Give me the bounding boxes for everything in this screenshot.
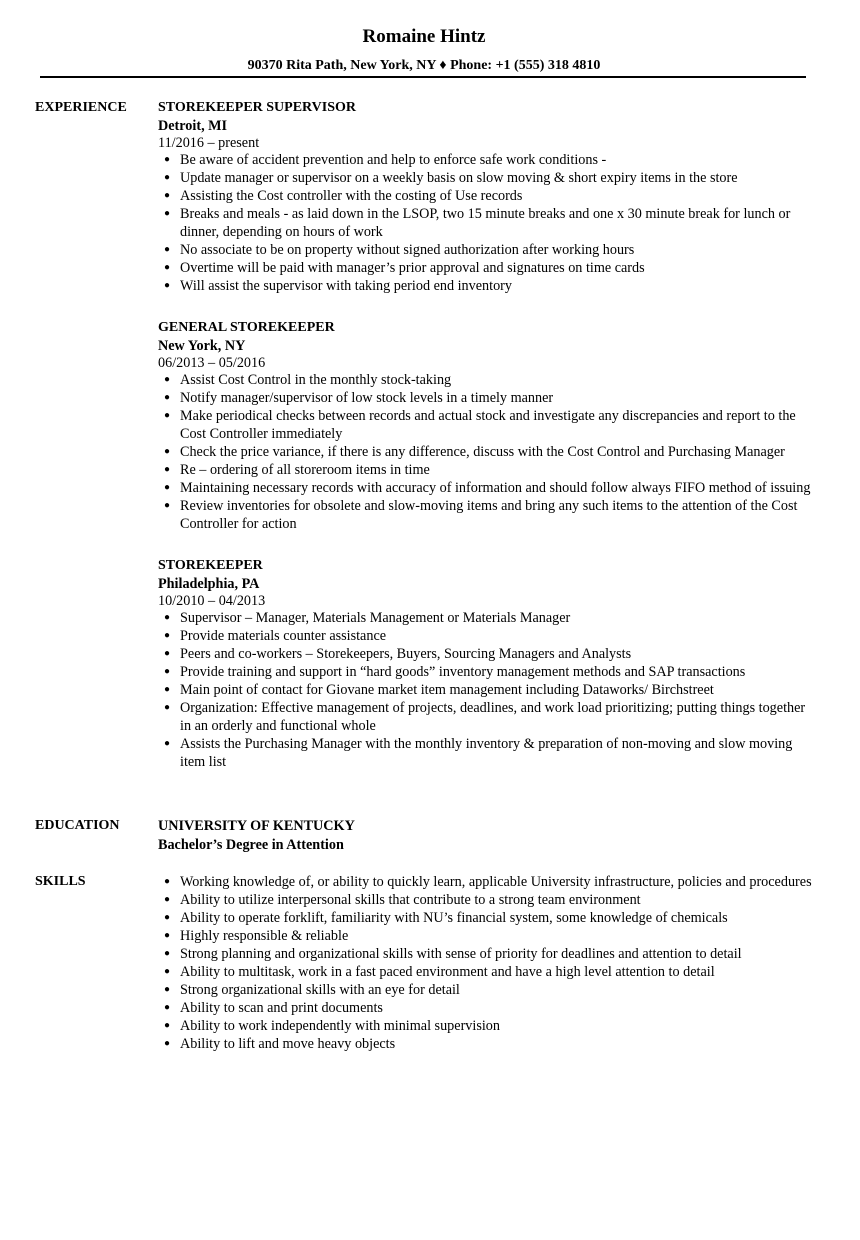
bullet-item: ● Re – ordering of all storeroom items in time — [164, 462, 430, 478]
bullet-item: ● Make periodical checks between records and actual stock and investigate any discrepancies and report to the Cost Controller immediately — [164, 408, 796, 442]
job-bullets — [158, 151, 818, 295]
bullet-icon: ● — [164, 648, 171, 659]
skill-item: ● Ability to lift and move heavy objects — [164, 1036, 396, 1052]
job-location: Detroit, MI — [158, 118, 228, 134]
bullet-item: ● Breaks and meals - as laid down in the LSOP, two 15 minute breaks and one x 30 minute break for lunch or dinner, depending on hours of work — [164, 206, 791, 240]
bullet-item: ● Assisting the Cost controller with the costing of Use records — [164, 188, 523, 204]
bullet-icon: ● — [164, 630, 171, 641]
job-dates: 11/2016 – present — [158, 135, 260, 151]
bullet-item: ● Review inventories for obsolete and slow-moving items and bring any such items to the attention of the Cost Controller for action — [164, 498, 798, 532]
bullet-icon: ● — [164, 1020, 171, 1031]
bullet-icon: ● — [164, 244, 171, 255]
skill-item: ● Strong planning and organizational skills with sense of priority for deadlines and attention to detail — [164, 946, 742, 962]
skill-item: ● Ability to work independently with minimal supervision — [164, 1018, 500, 1034]
bullet-item: ● Provide materials counter assistance — [164, 628, 387, 644]
job-dates: 06/2013 – 05/2016 — [158, 355, 266, 371]
bullet-item: ● Main point of contact for Giovane market item management including Dataworks/ Birchstreet — [164, 682, 714, 698]
skill-item: ● Highly responsible & reliable — [164, 928, 349, 944]
job-entry — [158, 99, 818, 295]
bullet-item: ● Maintaining necessary records with accuracy of information and should follow always FIFO method of issuing — [164, 480, 811, 496]
bullet-icon: ● — [164, 948, 171, 959]
skills-body — [158, 873, 818, 1053]
job-title: STOREKEEPER SUPERVISOR — [158, 100, 357, 115]
bullet-icon: ● — [164, 612, 171, 623]
section-title-skills: SKILLS — [35, 874, 86, 889]
bullet-icon: ● — [164, 374, 171, 385]
bullet-item: ● Assist Cost Control in the monthly stock-taking — [164, 372, 452, 388]
experience-body — [158, 99, 818, 795]
skill-item: ● Strong organizational skills with an eye for detail — [164, 982, 460, 998]
bullet-item: ● Supervisor – Manager, Materials Management or Materials Manager — [164, 610, 571, 626]
contact-line: 90370 Rita Path, New York, NY ♦ Phone: +1 (555) 318 4810 — [247, 58, 601, 73]
job-title: STOREKEEPER — [158, 558, 263, 573]
bullet-icon: ● — [164, 702, 171, 713]
bullet-icon: ● — [164, 208, 171, 219]
section-title-experience: EXPERIENCE — [35, 100, 127, 115]
job-location: Philadelphia, PA — [158, 576, 260, 592]
skill-item: ● Ability to operate forklift, familiarity with NU’s financial system, some knowledge of chemicals — [164, 910, 728, 926]
bullet-icon: ● — [164, 876, 171, 887]
bullet-icon: ● — [164, 1038, 171, 1049]
bullet-item: ● Overtime will be paid with manager’s prior approval and signatures on time cards — [164, 260, 645, 276]
skill-item: ● Ability to scan and print documents — [164, 1000, 383, 1016]
bullet-item: ● Peers and co-workers – Storekeepers, Buyers, Sourcing Managers and Analysts — [164, 646, 632, 662]
job-dates: 10/2010 – 04/2013 — [158, 593, 266, 609]
job-entry — [158, 557, 818, 771]
bullet-item: ● Be aware of accident prevention and help to enforce safe work conditions - — [164, 152, 607, 168]
job-bullets — [158, 371, 818, 533]
bullet-icon: ● — [164, 984, 171, 995]
bullet-item: ● No associate to be on property without signed authorization after working hours — [164, 242, 635, 258]
job-entry — [158, 319, 818, 533]
bullet-item: ● Update manager or supervisor on a weekly basis on slow moving & short expiry items in the store — [164, 170, 738, 186]
job-location: New York, NY — [158, 338, 246, 354]
bullet-item: ● Assists the Purchasing Manager with the monthly inventory & preparation of non-moving and slow moving item list — [164, 736, 793, 770]
bullet-icon: ● — [164, 190, 171, 201]
skills-list — [158, 873, 818, 1053]
bullet-icon: ● — [164, 666, 171, 677]
bullet-item: ● Will assist the supervisor with taking period end inventory — [164, 278, 512, 294]
bullet-icon: ● — [164, 482, 171, 493]
section-title-education: EDUCATION — [35, 818, 120, 833]
bullet-icon: ● — [164, 154, 171, 165]
skill-item: ● Working knowledge of, or ability to quickly learn, applicable University infrastructure, policies and procedures — [164, 874, 812, 890]
skill-item: ● Ability to utilize interpersonal skills that contribute to a strong team environment — [164, 892, 641, 908]
bullet-item: ● Notify manager/supervisor of low stock levels in a timely manner — [164, 390, 554, 406]
bullet-icon: ● — [164, 738, 171, 749]
bullet-icon: ● — [164, 392, 171, 403]
bullet-item: ● Check the price variance, if there is any difference, discuss with the Cost Control and Purchasing Manager — [164, 444, 785, 460]
bullet-icon: ● — [164, 500, 171, 511]
job-title: GENERAL STOREKEEPER — [158, 320, 335, 335]
candidate-name: Romaine Hintz — [362, 26, 486, 47]
bullet-icon: ● — [164, 1002, 171, 1013]
bullet-item: ● Organization: Effective management of projects, deadlines, and work load prioritizing; putting things together in an orderly and functional whole — [164, 700, 806, 734]
bullet-icon: ● — [164, 684, 171, 695]
job-bullets — [158, 609, 818, 771]
bullet-item: ● Provide training and support in “hard goods” inventory management methods and SAP transactions — [164, 664, 746, 680]
school-name: UNIVERSITY OF KENTUCKY — [158, 818, 355, 834]
bullet-icon: ● — [164, 172, 171, 183]
bullet-icon: ● — [164, 912, 171, 923]
education-body — [158, 817, 818, 855]
bullet-icon: ● — [164, 262, 171, 273]
bullet-icon: ● — [164, 280, 171, 291]
bullet-icon: ● — [164, 446, 171, 457]
resume-header — [0, 24, 860, 75]
bullet-icon: ● — [164, 930, 171, 941]
degree: Bachelor’s Degree in Attention — [158, 837, 344, 853]
header-divider — [40, 76, 806, 78]
skill-item: ● Ability to multitask, work in a fast paced environment and have a high level attention to detail — [164, 964, 715, 980]
bullet-icon: ● — [164, 966, 171, 977]
bullet-icon: ● — [164, 894, 171, 905]
bullet-icon: ● — [164, 464, 171, 475]
bullet-icon: ● — [164, 410, 171, 421]
